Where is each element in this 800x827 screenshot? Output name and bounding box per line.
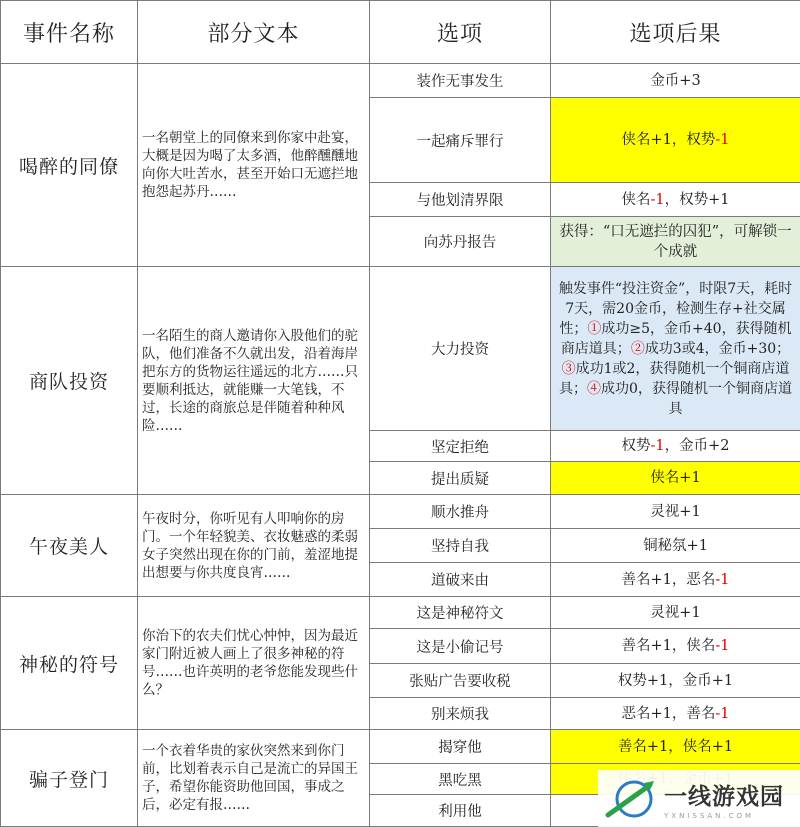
event-text-cell: 午夜时分，你听见有人叩响你的房门。一个年轻貌美、衣妆魅惑的柔弱女子突然出现在你的门前，羞涩地提出想要与你共度良宵…… xyxy=(138,495,370,597)
option-cell: 利用他 xyxy=(370,795,551,827)
option-cell: 坚定拒绝 xyxy=(370,431,551,462)
result-cell xyxy=(551,183,800,217)
option-cell: 黑吃黑 xyxy=(370,764,551,795)
option-cell: 顺水推舟 xyxy=(370,495,551,529)
result-text: 成功0，获得随机一个铜商店道具 xyxy=(601,380,792,417)
table-row xyxy=(1,597,800,629)
event-name-cell: 喝醉的同僚 xyxy=(1,64,138,267)
negative-value: -1 xyxy=(650,191,665,208)
result-cell: 灵视+1 xyxy=(551,597,800,629)
result-text: 善名+1，恶名 xyxy=(621,571,716,588)
result-text: 成功≥5，金币+40，获得随机商店道具； xyxy=(560,320,792,357)
site-watermark xyxy=(598,770,800,827)
option-cell: 这是神秘符文 xyxy=(370,597,551,629)
result-cell xyxy=(551,98,800,183)
result-cell xyxy=(551,629,800,664)
option-cell: 一起痛斥罪行 xyxy=(370,98,551,183)
event-name-cell: 商队投资 xyxy=(1,267,138,495)
result-cell: 灵视+1 xyxy=(551,495,800,529)
header-event-name: 事件名称 xyxy=(1,1,138,64)
result-cell xyxy=(551,698,800,730)
option-cell: 道破来由 xyxy=(370,563,551,597)
circled-number: ③ xyxy=(561,360,576,377)
header-option-results: 选项后果 xyxy=(551,1,800,64)
result-cell xyxy=(551,563,800,597)
result-cell xyxy=(551,431,800,462)
result-text: 侠名+1，权势 xyxy=(621,132,716,148)
option-cell: 向苏丹报告 xyxy=(370,217,551,267)
result-text: 权势 xyxy=(621,438,651,454)
event-text-cell: 你治下的农夫们忧心忡忡，因为最近家门附近被人画上了很多神秘的符号……也许英明的老爷您能发现些什么？ xyxy=(138,597,370,730)
watermark-subtitle: YXNISSAN.COM xyxy=(664,811,755,820)
result-text: 触发事件“投注资金”，时限7天，耗时7天，需20金币，检测生存+社交属性； xyxy=(558,280,793,337)
circled-number: ④ xyxy=(587,380,602,397)
result-cell: 权势+1，金币+1 xyxy=(551,664,800,698)
result-text: 恶名+1，善名 xyxy=(621,705,716,722)
option-cell: 坚持自我 xyxy=(370,529,551,563)
result-cell: 获得：“口无遮拦的囚犯”，可解锁一个成就 xyxy=(551,217,800,267)
header-row xyxy=(1,1,800,64)
result-text: 成功1或2，获得随机一个铜商店道具； xyxy=(559,360,790,397)
option-cell: 大力投资 xyxy=(370,267,551,431)
result-text: ，金币+2 xyxy=(664,438,730,454)
result-cell: 金币+3 xyxy=(551,64,800,98)
option-cell: 张贴广告要收税 xyxy=(370,664,551,698)
site-logo-icon xyxy=(604,775,660,823)
option-cell: 装作无事发生 xyxy=(370,64,551,98)
result-cell: 侠名+1 xyxy=(551,462,800,495)
negative-value: -1 xyxy=(715,132,730,148)
watermark-text xyxy=(664,778,784,820)
table-row xyxy=(1,495,800,529)
result-text: 侠名 xyxy=(621,191,651,208)
header-options: 选项 xyxy=(370,1,551,64)
negative-value: -1 xyxy=(715,571,730,588)
event-name-cell: 神秘的符号 xyxy=(1,597,138,730)
result-text: 善名+1，侠名 xyxy=(621,638,716,654)
event-text-cell: 一个衣着华贵的家伙突然来到你门前，比划着表示自己是流亡的异国王子，希望你能资助他回国，事成之后，必定有报…… xyxy=(138,730,370,827)
event-text-cell: 一名朝堂上的同僚来到你家中赴宴，大概是因为喝了太多酒，他醉醺醺地向你大吐苦水，甚至开始口无遮拦地抱怨起苏丹…… xyxy=(138,64,370,267)
header-partial-text: 部分文本 xyxy=(138,1,370,64)
result-text: ，权势+1 xyxy=(664,191,730,208)
event-name-cell: 骗子登门 xyxy=(1,730,138,827)
negative-value: -1 xyxy=(650,438,665,454)
circled-number: ② xyxy=(630,340,645,357)
table-row xyxy=(1,267,800,431)
result-text: 成功3或4，金币+30； xyxy=(644,340,791,357)
event-text-cell: 一名陌生的商人邀请你入股他们的驼队，他们准备不久就出发，沿着海岸把东方的货物运往遥远的北方……只要顺利抵达，就能赚一大笔钱，不过，长途的商旅总是伴随着种种风险…… xyxy=(138,267,370,495)
result-cell xyxy=(551,267,800,431)
circled-number: ① xyxy=(587,320,602,337)
negative-value: -1 xyxy=(715,705,730,722)
table-row xyxy=(1,64,800,98)
option-cell: 揭穿他 xyxy=(370,730,551,764)
result-cell: 铜秘氛+1 xyxy=(551,529,800,563)
result-cell: 善名+1，侠名+1 xyxy=(551,730,800,764)
option-cell: 提出质疑 xyxy=(370,462,551,495)
option-cell: 别来烦我 xyxy=(370,698,551,730)
negative-value: -1 xyxy=(715,638,730,654)
option-cell: 这是小偷记号 xyxy=(370,629,551,664)
table-row xyxy=(1,730,800,764)
watermark-title: 一线游戏园 xyxy=(664,783,784,810)
event-name-cell: 午夜美人 xyxy=(1,495,138,597)
option-cell: 与他划清界限 xyxy=(370,183,551,217)
